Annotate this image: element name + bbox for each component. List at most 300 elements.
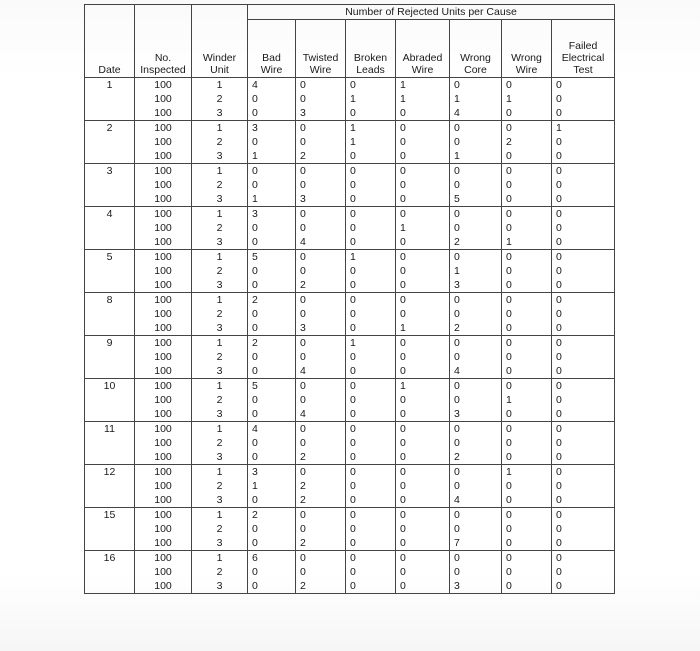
reject-count-cell: 0	[248, 407, 296, 422]
reject-count-cell: 0	[248, 106, 296, 121]
header-wrong-wire-line: Wire	[515, 64, 538, 76]
header-failed-electrical-test-line: Test	[573, 64, 593, 76]
reject-count-cell: 3	[248, 121, 296, 136]
reject-count-cell: 0	[396, 350, 450, 364]
reject-count-cell: 0	[346, 307, 396, 321]
reject-count-cell: 0	[450, 164, 502, 179]
reject-count-cell: 0	[552, 178, 615, 192]
reject-count-cell: 0	[346, 106, 396, 121]
reject-count-cell: 2	[450, 450, 502, 465]
reject-count-cell: 0	[346, 393, 396, 407]
reject-count-cell: 0	[552, 436, 615, 450]
table-row	[85, 121, 615, 136]
table-row	[85, 264, 615, 278]
reject-count-cell: 3	[450, 278, 502, 293]
date-cell	[85, 522, 135, 536]
reject-count-cell: 1	[502, 92, 552, 106]
unit-cell: 3	[192, 450, 248, 465]
reject-count-cell: 0	[450, 336, 502, 351]
inspected-cell: 100	[135, 178, 192, 192]
reject-count-cell: 0	[296, 221, 346, 235]
unit-cell: 1	[192, 422, 248, 437]
reject-count-cell: 0	[296, 250, 346, 265]
reject-count-cell: 0	[248, 565, 296, 579]
reject-count-cell: 0	[502, 149, 552, 164]
reject-count-cell: 0	[552, 135, 615, 149]
reject-count-cell: 0	[296, 92, 346, 106]
reject-count-cell: 0	[502, 565, 552, 579]
header-wrong-core-line: Core	[464, 64, 487, 76]
inspected-cell: 100	[135, 321, 192, 336]
date-cell	[85, 436, 135, 450]
reject-count-cell: 1	[552, 121, 615, 136]
reject-count-cell: 0	[552, 221, 615, 235]
table-row	[85, 436, 615, 450]
inspected-cell: 100	[135, 307, 192, 321]
table-row	[85, 235, 615, 250]
reject-count-cell: 1	[396, 221, 450, 235]
reject-count-cell: 0	[248, 164, 296, 179]
reject-count-cell: 0	[502, 493, 552, 508]
unit-cell: 2	[192, 393, 248, 407]
date-cell	[85, 178, 135, 192]
reject-count-cell: 0	[248, 522, 296, 536]
reject-count-cell: 0	[248, 350, 296, 364]
unit-cell: 2	[192, 221, 248, 235]
reject-count-cell: 0	[502, 479, 552, 493]
reject-count-cell: 0	[248, 450, 296, 465]
reject-count-cell: 0	[346, 321, 396, 336]
date-cell	[85, 149, 135, 164]
date-cell	[85, 264, 135, 278]
reject-count-cell: 0	[248, 436, 296, 450]
reject-count-cell: 0	[502, 250, 552, 265]
header-broken-leads-line: Broken	[353, 52, 388, 64]
reject-count-cell: 0	[248, 307, 296, 321]
reject-count-cell: 2	[296, 536, 346, 551]
header-failed-electrical-test	[552, 20, 615, 78]
reject-count-cell: 0	[552, 579, 615, 594]
reject-count-cell: 0	[450, 350, 502, 364]
table-row	[85, 479, 615, 493]
reject-count-cell: 0	[502, 221, 552, 235]
inspected-cell: 100	[135, 579, 192, 594]
reject-count-cell: 1	[248, 479, 296, 493]
unit-cell: 3	[192, 149, 248, 164]
reject-count-cell: 3	[248, 207, 296, 222]
reject-count-cell: 5	[248, 250, 296, 265]
reject-count-cell: 0	[450, 207, 502, 222]
header-failed-electrical-test-line: Electrical	[561, 52, 605, 64]
reject-count-cell: 5	[248, 379, 296, 394]
reject-count-cell: 0	[450, 422, 502, 437]
reject-count-cell: 0	[248, 364, 296, 379]
reject-count-cell: 0	[296, 436, 346, 450]
reject-count-cell: 4	[296, 407, 346, 422]
reject-count-cell: 0	[346, 149, 396, 164]
reject-count-cell: 0	[502, 78, 552, 93]
reject-count-cell: 3	[296, 192, 346, 207]
inspected-cell: 100	[135, 551, 192, 566]
reject-count-cell: 0	[552, 551, 615, 566]
reject-count-cell: 0	[396, 278, 450, 293]
reject-count-cell: 0	[396, 207, 450, 222]
unit-cell: 2	[192, 565, 248, 579]
date-cell	[85, 106, 135, 121]
reject-count-cell: 0	[552, 479, 615, 493]
date-cell: 9	[85, 336, 135, 351]
reject-count-cell: 0	[552, 149, 615, 164]
reject-count-cell: 0	[346, 379, 396, 394]
reject-count-cell: 0	[396, 293, 450, 308]
reject-count-cell: 0	[346, 235, 396, 250]
table-row	[85, 450, 615, 465]
reject-count-cell: 0	[502, 536, 552, 551]
date-cell	[85, 307, 135, 321]
reject-count-cell: 0	[248, 178, 296, 192]
table-body	[85, 78, 615, 594]
reject-count-cell: 0	[502, 436, 552, 450]
reject-count-cell: 0	[552, 106, 615, 121]
reject-count-cell: 0	[346, 78, 396, 93]
reject-count-cell: 0	[450, 479, 502, 493]
reject-count-cell: 1	[450, 149, 502, 164]
date-cell: 12	[85, 465, 135, 480]
reject-count-cell: 0	[296, 293, 346, 308]
date-cell: 1	[85, 78, 135, 93]
reject-count-cell: 1	[346, 92, 396, 106]
table-row	[85, 364, 615, 379]
reject-count-cell: 0	[248, 536, 296, 551]
reject-count-cell: 0	[552, 293, 615, 308]
reject-count-cell: 4	[296, 364, 346, 379]
reject-count-cell: 0	[396, 450, 450, 465]
inspected-cell: 100	[135, 364, 192, 379]
unit-cell: 2	[192, 522, 248, 536]
inspected-cell: 100	[135, 149, 192, 164]
reject-count-cell: 0	[296, 465, 346, 480]
header-abraded-wire	[396, 20, 450, 78]
reject-count-cell: 0	[248, 264, 296, 278]
unit-cell: 1	[192, 207, 248, 222]
reject-count-cell: 0	[248, 278, 296, 293]
reject-count-cell: 0	[248, 579, 296, 594]
unit-cell: 1	[192, 508, 248, 523]
reject-count-cell: 0	[502, 379, 552, 394]
reject-count-cell: 0	[346, 536, 396, 551]
reject-count-cell: 0	[552, 536, 615, 551]
inspected-cell: 100	[135, 278, 192, 293]
unit-cell: 1	[192, 336, 248, 351]
reject-count-cell: 0	[248, 135, 296, 149]
unit-cell: 1	[192, 250, 248, 265]
table-row	[85, 106, 615, 121]
header-bad-wire-line: Bad	[262, 52, 281, 64]
inspected-cell: 100	[135, 465, 192, 480]
reject-count-cell: 2	[296, 450, 346, 465]
table-row	[85, 350, 615, 364]
reject-count-cell: 0	[396, 264, 450, 278]
date-cell: 4	[85, 207, 135, 222]
reject-count-cell: 0	[396, 493, 450, 508]
unit-cell: 1	[192, 551, 248, 566]
table-row	[85, 250, 615, 265]
reject-count-cell: 0	[552, 450, 615, 465]
header-date	[85, 20, 135, 78]
header-inspected-line: Inspected	[140, 64, 186, 76]
inspected-cell: 100	[135, 565, 192, 579]
reject-count-cell: 0	[552, 192, 615, 207]
header-winder-unit-line: Winder	[202, 52, 237, 64]
reject-count-cell: 0	[396, 192, 450, 207]
reject-count-cell: 0	[346, 364, 396, 379]
date-cell: 2	[85, 121, 135, 136]
reject-count-cell: 0	[450, 508, 502, 523]
reject-count-cell: 0	[502, 450, 552, 465]
date-cell	[85, 565, 135, 579]
reject-count-cell: 0	[396, 422, 450, 437]
reject-count-cell: 0	[552, 321, 615, 336]
reject-count-cell: 0	[502, 307, 552, 321]
unit-cell: 1	[192, 379, 248, 394]
reject-count-cell: 0	[248, 92, 296, 106]
unit-cell: 1	[192, 121, 248, 136]
inspected-cell: 100	[135, 221, 192, 235]
reject-count-cell: 0	[296, 178, 346, 192]
header-broken-leads	[346, 20, 396, 78]
reject-count-cell: 0	[450, 178, 502, 192]
reject-count-cell: 3	[296, 321, 346, 336]
reject-count-cell: 1	[346, 135, 396, 149]
reject-count-cell: 0	[552, 350, 615, 364]
reject-count-cell: 0	[552, 164, 615, 179]
date-cell	[85, 221, 135, 235]
reject-count-cell: 0	[346, 479, 396, 493]
reject-count-cell: 3	[450, 579, 502, 594]
reject-count-cell: 0	[396, 551, 450, 566]
reject-count-cell: 0	[450, 121, 502, 136]
reject-count-cell: 0	[502, 178, 552, 192]
inspected-cell: 100	[135, 135, 192, 149]
inspected-cell: 100	[135, 192, 192, 207]
table-row	[85, 307, 615, 321]
reject-count-cell: 0	[296, 207, 346, 222]
inspected-cell: 100	[135, 264, 192, 278]
inspected-cell: 100	[135, 121, 192, 136]
unit-cell: 3	[192, 235, 248, 250]
reject-count-cell: 0	[296, 379, 346, 394]
reject-count-cell: 0	[346, 522, 396, 536]
date-cell: 5	[85, 250, 135, 265]
reject-count-cell: 0	[450, 250, 502, 265]
table-row	[85, 508, 615, 523]
unit-cell: 2	[192, 350, 248, 364]
date-cell	[85, 192, 135, 207]
reject-count-cell: 0	[450, 436, 502, 450]
rejected-units-table	[84, 4, 615, 594]
reject-count-cell: 0	[396, 436, 450, 450]
reject-count-cell: 0	[296, 307, 346, 321]
date-cell	[85, 407, 135, 422]
reject-count-cell: 0	[396, 178, 450, 192]
reject-count-cell: 1	[450, 264, 502, 278]
reject-count-cell: 0	[450, 221, 502, 235]
reject-count-cell: 0	[396, 235, 450, 250]
reject-count-cell: 0	[552, 307, 615, 321]
reject-count-cell: 0	[552, 364, 615, 379]
table-row	[85, 379, 615, 394]
date-cell	[85, 364, 135, 379]
reject-count-cell: 0	[450, 78, 502, 93]
table-row	[85, 278, 615, 293]
reject-count-cell: 0	[396, 164, 450, 179]
reject-count-cell: 0	[296, 565, 346, 579]
inspected-cell: 100	[135, 522, 192, 536]
reject-count-cell: 0	[296, 522, 346, 536]
reject-count-cell: 0	[502, 278, 552, 293]
table-row	[85, 192, 615, 207]
reject-count-cell: 0	[552, 78, 615, 93]
reject-count-cell: 1	[450, 92, 502, 106]
reject-count-cell: 2	[248, 336, 296, 351]
reject-count-cell: 0	[296, 422, 346, 437]
table-row	[85, 536, 615, 551]
inspected-cell: 100	[135, 207, 192, 222]
reject-count-cell: 3	[450, 407, 502, 422]
table-row	[85, 78, 615, 93]
date-cell: 16	[85, 551, 135, 566]
header-abraded-wire-line: Wire	[411, 64, 434, 76]
inspected-cell: 100	[135, 235, 192, 250]
unit-cell: 3	[192, 106, 248, 121]
reject-count-cell: 0	[450, 565, 502, 579]
unit-cell: 1	[192, 293, 248, 308]
reject-count-cell: 0	[248, 393, 296, 407]
reject-count-cell: 0	[502, 207, 552, 222]
inspected-cell: 100	[135, 407, 192, 422]
reject-count-cell: 0	[552, 465, 615, 480]
reject-count-cell: 2	[248, 508, 296, 523]
reject-count-cell: 0	[346, 293, 396, 308]
table-row	[85, 551, 615, 566]
reject-count-cell: 4	[450, 106, 502, 121]
reject-count-cell: 0	[502, 364, 552, 379]
reject-count-cell: 0	[552, 493, 615, 508]
unit-cell: 2	[192, 479, 248, 493]
reject-count-cell: 0	[296, 135, 346, 149]
reject-count-cell: 0	[552, 393, 615, 407]
unit-cell: 1	[192, 78, 248, 93]
reject-count-cell: 0	[346, 164, 396, 179]
reject-count-cell: 0	[296, 336, 346, 351]
reject-count-cell: 6	[248, 551, 296, 566]
header-twisted-wire-line: Twisted	[302, 52, 339, 64]
unit-cell: 1	[192, 465, 248, 480]
reject-count-cell: 0	[502, 336, 552, 351]
table-row	[85, 393, 615, 407]
reject-count-cell: 0	[396, 149, 450, 164]
date-cell	[85, 235, 135, 250]
reject-count-cell: 0	[552, 508, 615, 523]
date-cell	[85, 579, 135, 594]
reject-count-cell: 0	[502, 192, 552, 207]
reject-count-cell: 1	[248, 149, 296, 164]
inspected-cell: 100	[135, 164, 192, 179]
reject-count-cell: 0	[502, 264, 552, 278]
inspected-cell: 100	[135, 350, 192, 364]
header-date-label: Date	[98, 64, 121, 76]
table-row	[85, 321, 615, 336]
inspected-cell: 100	[135, 293, 192, 308]
reject-count-cell: 0	[396, 106, 450, 121]
reject-count-cell: 0	[346, 178, 396, 192]
reject-count-cell: 0	[552, 422, 615, 437]
unit-cell: 2	[192, 178, 248, 192]
reject-count-cell: 0	[346, 422, 396, 437]
reject-count-cell: 4	[296, 235, 346, 250]
reject-count-cell: 1	[396, 78, 450, 93]
reject-count-cell: 2	[450, 321, 502, 336]
date-cell: 15	[85, 508, 135, 523]
reject-count-cell: 0	[552, 235, 615, 250]
reject-count-cell: 0	[552, 250, 615, 265]
reject-count-cell: 1	[346, 121, 396, 136]
reject-count-cell: 0	[346, 493, 396, 508]
date-cell	[85, 135, 135, 149]
reject-count-cell: 0	[396, 407, 450, 422]
reject-count-cell: 1	[346, 336, 396, 351]
date-cell: 11	[85, 422, 135, 437]
unit-cell: 3	[192, 321, 248, 336]
reject-count-cell: 5	[450, 192, 502, 207]
reject-count-cell: 0	[296, 164, 346, 179]
group-header: Number of Rejected Units per Cause	[248, 5, 615, 20]
reject-count-cell: 0	[450, 293, 502, 308]
header-abraded-wire-line: Abraded	[402, 52, 443, 64]
header-blank-inspected	[135, 5, 192, 20]
reject-count-cell: 0	[296, 350, 346, 364]
reject-count-cell: 0	[346, 207, 396, 222]
reject-count-cell: 2	[296, 579, 346, 594]
table-row	[85, 522, 615, 536]
inspected-cell: 100	[135, 450, 192, 465]
reject-count-cell: 3	[296, 106, 346, 121]
unit-cell: 3	[192, 536, 248, 551]
date-cell	[85, 536, 135, 551]
header-broken-leads-line: Leads	[356, 64, 385, 76]
date-cell: 3	[85, 164, 135, 179]
inspected-cell: 100	[135, 92, 192, 106]
reject-count-cell: 0	[346, 508, 396, 523]
reject-count-cell: 0	[552, 264, 615, 278]
header-wrong-wire	[502, 20, 552, 78]
reject-count-cell: 0	[396, 121, 450, 136]
reject-count-cell: 0	[346, 350, 396, 364]
header-winder-unit-line: Unit	[210, 64, 229, 76]
reject-count-cell: 0	[552, 407, 615, 422]
table-row	[85, 149, 615, 164]
reject-count-cell: 0	[502, 164, 552, 179]
reject-count-cell: 0	[552, 207, 615, 222]
unit-cell: 2	[192, 135, 248, 149]
reject-count-cell: 4	[450, 364, 502, 379]
date-cell: 10	[85, 379, 135, 394]
reject-count-cell: 0	[552, 278, 615, 293]
date-cell	[85, 350, 135, 364]
reject-count-cell: 0	[396, 522, 450, 536]
header-twisted-wire-line: Wire	[309, 64, 332, 76]
table-row	[85, 579, 615, 594]
